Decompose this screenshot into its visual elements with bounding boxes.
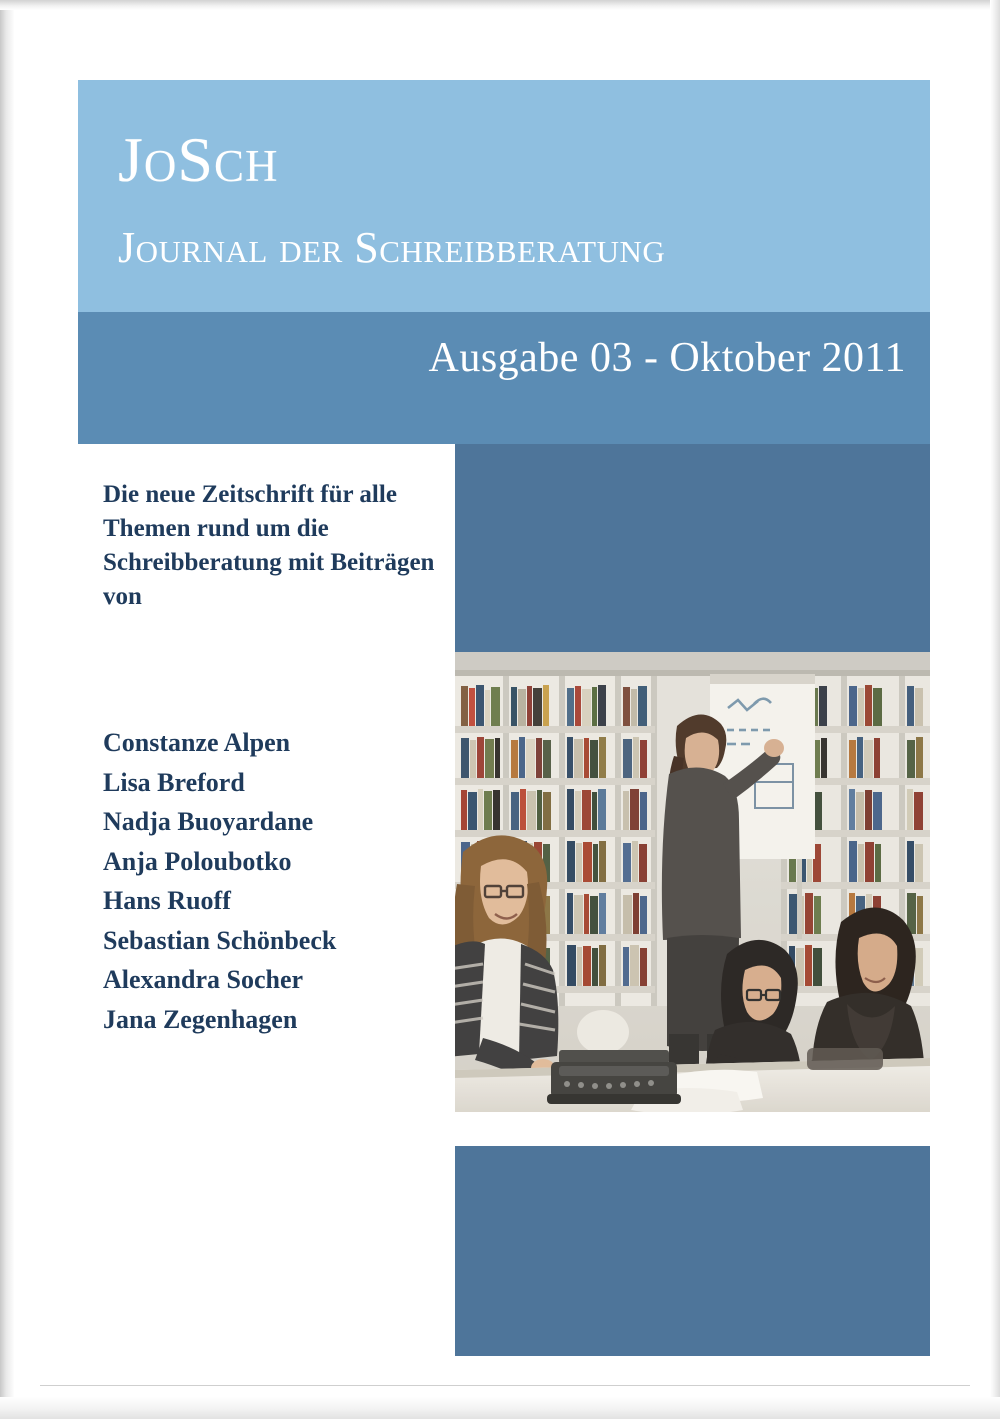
contributor-name: Sebastian Schönbeck — [103, 925, 337, 955]
cover-tagline: Die neue Zeitschrift für alle Themen rund um die Schreibberatung mit Beiträgen von — [103, 481, 435, 610]
cover-photograph — [455, 652, 930, 1112]
contributor-name: Anja Poloubotko — [103, 846, 292, 876]
contributor-list — [103, 723, 463, 1039]
decorative-block-bottom-right — [455, 1146, 930, 1356]
scan-edge-left — [0, 0, 14, 1419]
contributor-name: Hans Ruoff — [103, 886, 231, 916]
contributor-name: Nadja Buoyardane — [103, 807, 314, 837]
journal-abbrev-title: JoSch — [118, 124, 279, 195]
scan-edge-top — [0, 0, 1000, 10]
decorative-block-top-right — [455, 444, 930, 652]
library-scene-illustration — [455, 652, 930, 1112]
contributor-name: Constanze Alpen — [103, 728, 291, 757]
scan-edge-bottom — [0, 1397, 1000, 1419]
contributor-name: Alexandra Socher — [103, 965, 304, 995]
journal-full-title: Journal der Schreibberatung — [118, 223, 666, 272]
scan-edge-right — [990, 0, 1000, 1419]
issue-banner — [78, 312, 930, 444]
masthead-banner — [78, 80, 930, 312]
page-fold-line — [40, 1385, 970, 1386]
contributor-name: Lisa Breford — [103, 767, 245, 797]
issue-date-label: Ausgabe 03 - Oktober 2011 — [428, 335, 906, 381]
contributor-name: Jana Zegenhagen — [103, 1004, 298, 1034]
